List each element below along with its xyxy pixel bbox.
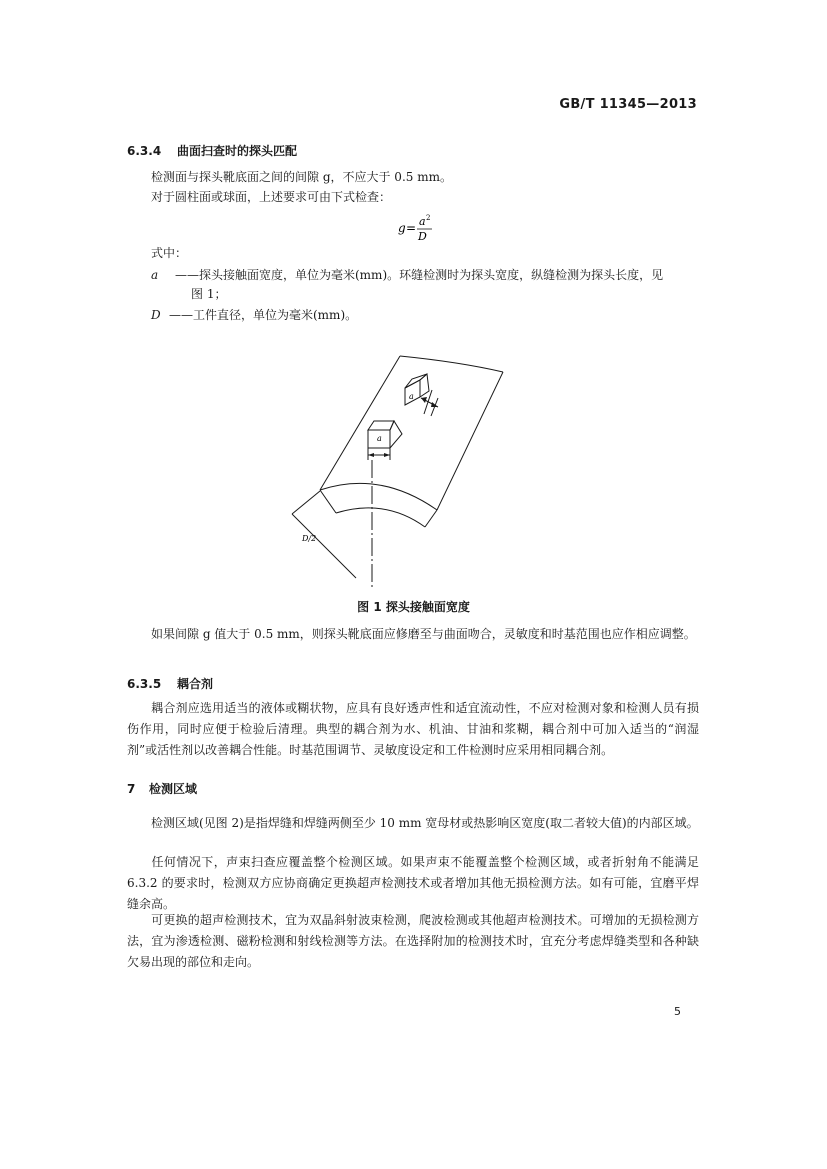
arrowhead [384,453,390,457]
section-heading-7 [127,780,197,797]
formula-denominator: D [418,230,427,243]
paragraph-text: 可更换的超声检测技术，宜为双晶斜射波束检测，爬波检测或其他超声检测技术。可增加的无损检测方法，宜为渗透检测、磁粉检测和射线检测等方法。在选择附加的检测技术时，宜充分考虑焊缝类型和各种缺欠易出现的部位和走向。 [127,913,699,969]
definition-symbol: a [151,268,159,282]
paragraph-gap-requirement: 检测面与探头靴底面之间的间隙 g，不应大于 0.5 mm。 [151,170,452,184]
paragraph-couplant [127,698,699,761]
label-a-lower: a [377,434,382,443]
probe-upper-side [420,374,429,397]
section-number: 6.3.4 [127,144,162,158]
definition-text: 工件直径，单位为毫米(mm)。 [193,308,358,322]
figure-1-caption: 图 1 探头接触面宽度 [357,600,470,614]
where-label: 式中： [151,246,188,260]
definition-d [151,306,357,325]
paragraph-text: 任何情况下，声束扫查应覆盖整个检测区域。如果声束不能覆盖整个检测区域，或者折射角不能满足 6.3.2 的要求时，检测双方应协商确定更换超声检测技术或者增加其他无损检测方法。如有可能，宜磨平焊缝余高。 [127,855,699,911]
arrowhead [421,397,427,403]
paragraph-text: 如果间隙 g 值大于 0.5 mm，则探头靴底面应修磨至与曲面吻合，灵敏度和时基范围也应作相应调整。 [151,627,696,641]
definition-a-continued: 图 1； [191,287,227,301]
section-heading-6-3-5 [127,675,213,692]
plate-left-edge [320,356,400,490]
radius-dimension-line [292,514,356,578]
formula-equals: = [406,221,417,235]
section-heading-6-3-4 [127,142,297,159]
label-d-half: D/2 [302,534,317,543]
arrowhead [368,453,374,457]
formula-svg [0,213,827,243]
section-title: 检测区域 [149,782,198,796]
paragraph-gap-adjustment [127,624,699,645]
section-number: 7 [127,782,136,796]
plate-left-thickness [320,490,336,513]
definition-symbol: D [151,308,161,322]
arrowhead [431,402,438,407]
paragraph-beam-coverage [127,852,699,915]
section-number: 6.3.5 [127,677,162,691]
plate-right-thickness [425,510,437,527]
label-a-upper: a [409,392,414,401]
definition-dash: —— [175,268,199,282]
formula-exponent: 2 [426,214,431,222]
paragraph-text: 耦合剂应选用适当的液体或糊状物，应具有良好透声性和适宜流动性，不应对检测对象和检测人员有损伤作用，同时应便于检验后清理。典型的耦合剂为水、机油、甘油和浆糊，耦合剂中可加入适当的“润湿剂”或活性剂以改善耦合性能。时基范围调节、灵敏度设定和工件检测时应采用相同耦合剂。 [127,701,699,757]
paragraph-text: 检测区域(见图 2)是指焊缝和焊缝两侧至少 10 mm 宽母材或热影响区宽度(取二者较大值)的内部区域。 [151,816,699,830]
standard-code: GB/T 11345—2013 [559,97,697,112]
probe-lower-side [390,421,402,448]
definition-dash: —— [169,308,193,322]
paragraph-check-formula-intro: 对于圆柱面或球面，上述要求可由下式检查： [151,190,392,204]
section-title: 耦合剂 [177,677,214,691]
definition-text: 探头接触面宽度，单位为毫米(mm)。环缝检测时为探头宽度，纵缝检测为探头长度，见 [199,268,664,282]
definition-a [151,266,663,285]
page-number: 5 [674,1005,681,1018]
plate-front-outer-arc [320,483,437,510]
plate-top-edge [400,356,503,372]
paragraph-inspection-zone [127,813,699,834]
radius-ext-line [292,491,320,514]
section-title: 曲面扫查时的探头匹配 [177,144,298,158]
formula-numerator: a [419,215,426,228]
plate-front-inner-arc [336,508,425,527]
figure-1-diagram [280,345,520,595]
formula [0,213,827,243]
probe-upper-top [405,374,427,388]
formula-lhs: g [398,221,406,235]
paragraph-alternative-techniques [127,910,699,973]
plate-right-edge [437,372,503,510]
